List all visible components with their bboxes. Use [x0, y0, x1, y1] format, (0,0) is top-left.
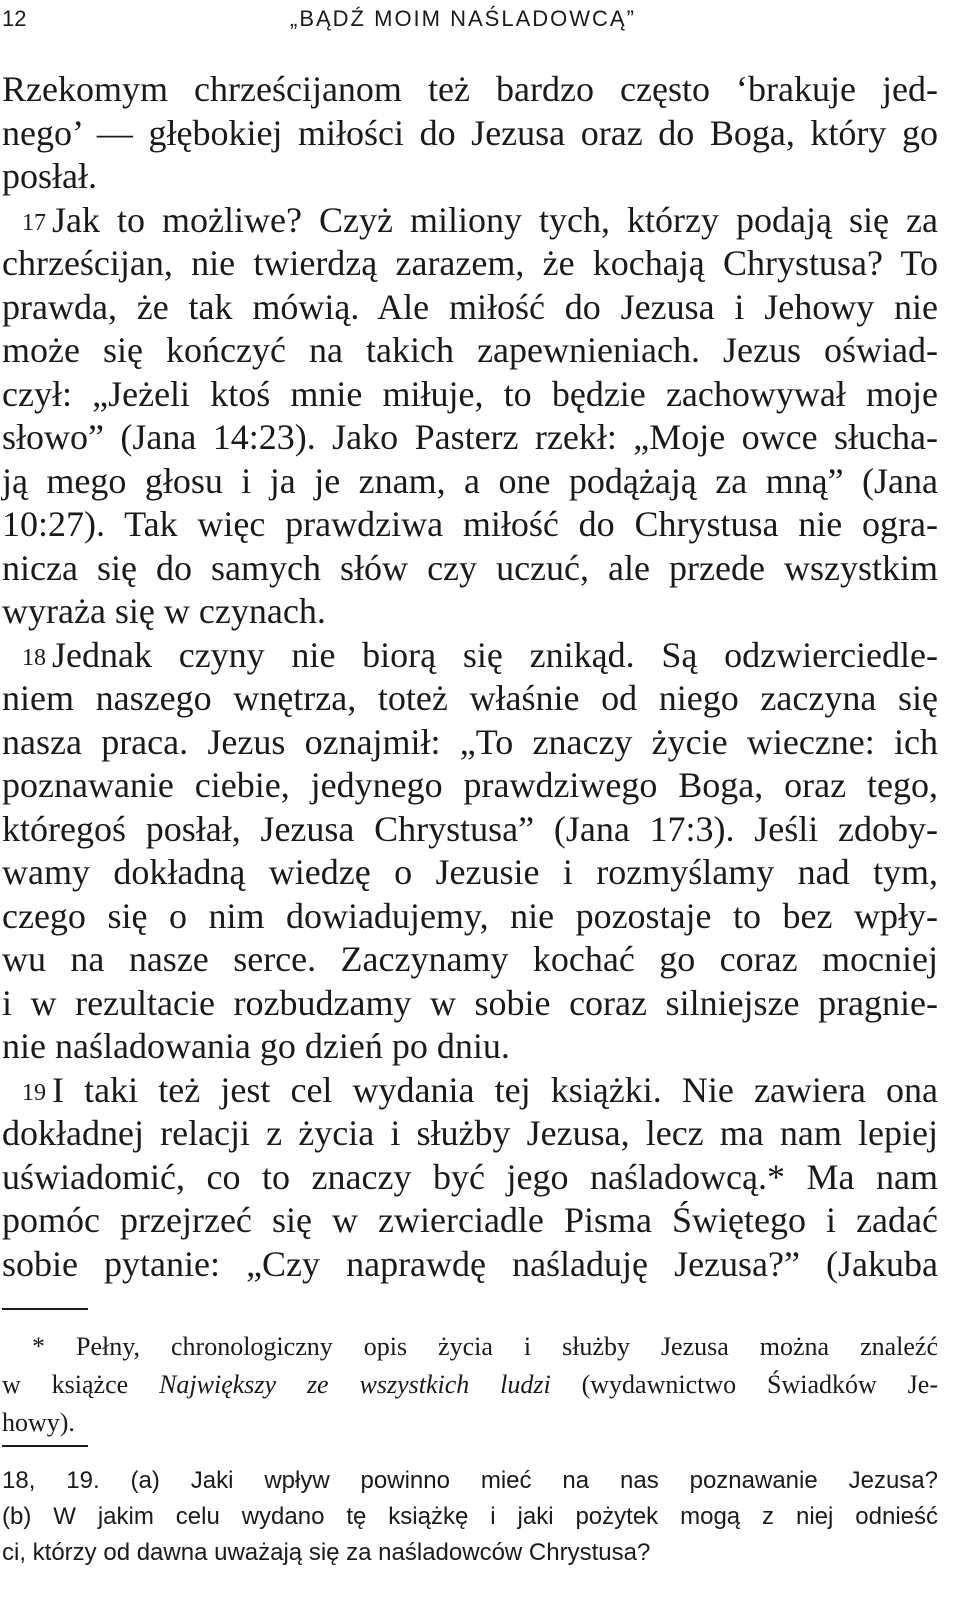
question-line: 18, 19. (a) Jaki wpływ powinno mieć na nas poznawanie Jezusa?	[2, 1467, 938, 1494]
text-segment: Jednak czyny nie biorą się znikąd. Są odzwierciedle-	[52, 634, 938, 675]
text-line: 10:27). Tak więc prawdziwa miłość do Chrystusa nie ogra-	[2, 504, 938, 544]
text-line: któregoś posłał, Jezusa Chrystusa” (Jana 17:3). Jeśli zdoby-	[2, 808, 938, 849]
paragraph-19	[2, 1069, 938, 1287]
footnote	[2, 1328, 938, 1442]
text-line: może się kończyć na takich zapewnieniach. Jezus oświad-	[2, 330, 938, 370]
text-line: nicza się do samych słów czy uczuć, ale przede wszystkim	[2, 547, 938, 588]
text-line: sobie pytanie: „Czy naprawdę naśladuję Jezusa?” (Jakuba	[2, 1243, 938, 1284]
text-line	[2, 1069, 938, 1113]
text-line: pomóc przejrzeć się w zwierciadle Pisma Świętego i zadać	[2, 1200, 938, 1240]
footnote-line: * Pełny, chronologiczny opis życia i służby Jezusa można znaleźć	[32, 1332, 938, 1361]
question-line: (b) W jakim celu wydano tę książkę i jaki pożytek mogą z niej odnieść	[2, 1503, 938, 1530]
text-line: niem naszego wnętrza, toteż właśnie od niego zaczyna się	[2, 678, 938, 718]
text-line: uświadomić, co to znaczy być jego naśladowcą.* Ma nam	[2, 1156, 938, 1197]
footnote-text: w książce	[2, 1370, 160, 1399]
text-line: czego się o nim dowiadujemy, nie pozostaje to bez wpły-	[2, 895, 938, 936]
text-line: wamy dokładną wiedzę o Jezusie i rozmyślamy nad tym,	[2, 852, 938, 892]
paragraph-17	[2, 199, 938, 634]
paragraph-18	[2, 634, 938, 1069]
footnote-line	[2, 1366, 938, 1404]
text-line: chrześcijan, nie twierdzą zarazem, że kochają Chrystusa? To	[2, 243, 938, 283]
text-segment: Jak to możliwe? Czyż miliony tych, którzy podają się za	[52, 199, 938, 240]
text-line: poznawanie ciebie, jedynego prawdziwego Boga, oraz tego,	[2, 765, 938, 805]
footnote-text: (wydawnictwo Świadków Je-	[550, 1370, 938, 1399]
text-line: wu na nasze serce. Zaczynamy kochać go coraz mocniej	[2, 939, 938, 979]
text-segment: I taki też jest cel wydania tej książki. Nie zawiera ona	[52, 1069, 938, 1110]
text-line: nego’ — głębokiej miłości do Jezusa oraz do Boga, który go	[2, 112, 938, 153]
text-line: nie naśladowania go dzień po dniu.	[2, 1026, 510, 1066]
book-reference-title: Największy ze wszystkich ludzi	[159, 1370, 551, 1399]
study-questions	[2, 1463, 938, 1571]
book-title: „BĄDŹ MOIM NAŚLADOWCĄ”	[290, 6, 636, 31]
text-line: posłał.	[2, 156, 97, 196]
page-number: 12	[2, 6, 27, 31]
question-line: ci, którzy od dawna uważają się za naśladowców Chrystusa?	[2, 1539, 651, 1566]
text-line: i w rezultacie rozbudzamy w sobie coraz silniejsze pragnie-	[2, 982, 938, 1023]
text-line: nasza praca. Jezus oznajmił: „To znaczy życie wieczne: ich	[2, 721, 938, 762]
body-text	[2, 68, 938, 1286]
running-head	[0, 4, 960, 38]
paragraph-number: 19	[22, 1079, 46, 1106]
paragraph-intro	[2, 68, 938, 199]
text-line: dokładnej relacji z życia i służby Jezusa, lecz ma nam lepiej	[2, 1113, 938, 1153]
text-line	[2, 634, 938, 678]
footnote-line: howy).	[2, 1408, 75, 1437]
paragraph-number: 17	[22, 209, 46, 236]
text-line: prawda, że tak mówią. Ale miłość do Jezusa i Jehowy nie	[2, 286, 938, 327]
text-line: ją mego głosu i ja je znam, a one podążają za mną” (Jana	[2, 460, 938, 501]
text-line: wyraża się w czynach.	[2, 591, 326, 631]
paragraph-number: 18	[22, 644, 46, 671]
text-line	[2, 199, 938, 243]
text-line: Rzekomym chrześcijanom też bardzo często ‘brakuje jed-	[2, 69, 938, 109]
text-line: słowo” (Jana 14:23). Jako Pasterz rzekł: „Moje owce słucha-	[2, 417, 938, 457]
footnote-divider	[2, 1308, 88, 1310]
questions-divider	[2, 1445, 88, 1447]
text-line: czył: „Jeżeli ktoś mnie miłuje, to będzie zachowywał moje	[2, 373, 938, 414]
